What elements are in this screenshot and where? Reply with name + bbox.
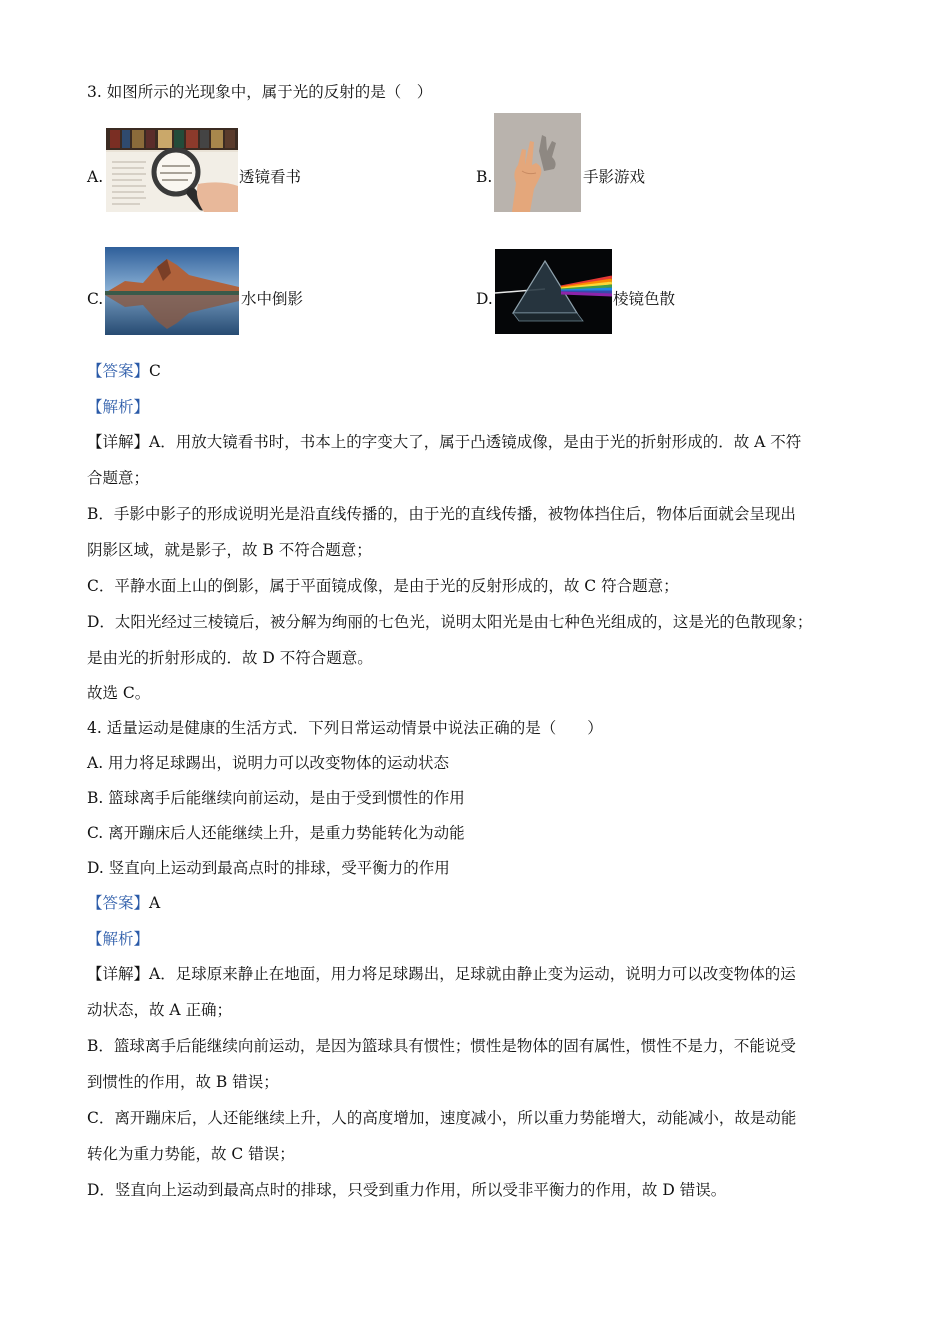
q4-explain-line: 转化为重力势能，故 C 错误；: [87, 1145, 295, 1163]
hand-shadow-image: [494, 113, 581, 212]
q3-explain-line: 是由光的折射形成的．故 D 不符合题意。: [87, 649, 373, 667]
prism-dispersion-image: [495, 249, 612, 334]
q4-option-a: A. 用力将足球踢出，说明力可以改变物体的运动状态: [87, 754, 450, 772]
q3-option-a-caption: 透镜看书: [239, 168, 302, 186]
q4-explain-line: 【详解】A．足球原来静止在地面，用力将足球踢出，足球就由静止变为运动，说明力可以改变物体的运: [87, 965, 796, 983]
q4-option-b: B. 篮球离手后能继续向前运动，是由于受到惯性的作用: [87, 789, 465, 807]
q4-option-d: D. 竖直向上运动到最高点时的排球，受平衡力的作用: [87, 859, 450, 877]
q4-explain-line: B．篮球离手后能继续向前运动，是因为篮球具有惯性；惯性是物体的固有属性，惯性不是力，不能说受: [87, 1037, 796, 1055]
q3-option-d-caption: 棱镜色散: [613, 290, 676, 308]
q3-explain-line: 阴影区域，就是影子，故 B 不符合题意；: [87, 541, 372, 559]
q4-explain-line: D．竖直向上运动到最高点时的排球，只受到重力作用，所以受非平衡力的作用，故 D 错误。: [87, 1181, 727, 1199]
q3-answer-value: C: [149, 362, 161, 380]
q3-explain-line: 【详解】A．用放大镜看书时，书本上的字变大了，属于凸透镜成像，是由于光的折射形成的．故 A 不符: [87, 433, 802, 451]
q4-explain-line: 动状态，故 A 正确；: [87, 1001, 233, 1019]
q3-answer-tag: 【答案】: [87, 362, 150, 380]
q3-explain-line: D．太阳光经过三棱镜后，被分解为绚丽的七色光，说明太阳光是由七种色光组成的，这是光的色散现象；: [87, 613, 813, 631]
q4-answer-tag: 【答案】: [87, 894, 150, 912]
q3-option-c-caption: 水中倒影: [241, 290, 304, 308]
q3-explain-line: 合题意；: [87, 469, 150, 487]
q3-answer: [87, 361, 161, 381]
q4-answer: [87, 893, 160, 913]
q3-explain-line: C．平静水面上山的倒影，属于平面镜成像，是由于光的反射形成的，故 C 符合题意；: [87, 577, 679, 595]
q4-option-c: C. 离开蹦床后人还能继续上升，是重力势能转化为动能: [87, 824, 465, 842]
q4-answer-value: A: [149, 894, 161, 912]
q3-conclusion: 故选 C。: [87, 684, 151, 702]
q3-option-a-letter: A.: [87, 168, 104, 186]
mountain-reflection-image: [105, 247, 239, 335]
q3-analysis-tag: 【解析】: [87, 398, 150, 416]
q4-analysis-tag: 【解析】: [87, 930, 150, 948]
q3-stem: 3. 如图所示的光现象中，属于光的反射的是（ ）: [87, 83, 433, 101]
q4-explain-line: C．离开蹦床后，人还能继续上升，人的高度增加，速度减小，所以重力势能增大，动能减小，故是动能: [87, 1109, 797, 1127]
q4-stem: 4. 适量运动是健康的生活方式．下列日常运动情景中说法正确的是（ ）: [87, 719, 603, 737]
q4-explain-line: 到惯性的作用，故 B 错误；: [87, 1073, 279, 1091]
q3-option-b-caption: 手影游戏: [583, 168, 646, 186]
q3-option-c-letter: C.: [87, 290, 104, 308]
magnifier-book-image: [106, 128, 238, 212]
q3-explain-line: B．手影中影子的形成说明光是沿直线传播的，由于光的直线传播，被物体挡住后，物体后面就会呈现出: [87, 505, 796, 523]
q3-option-d-letter: D.: [476, 290, 493, 308]
q3-option-b-letter: B.: [476, 168, 493, 186]
